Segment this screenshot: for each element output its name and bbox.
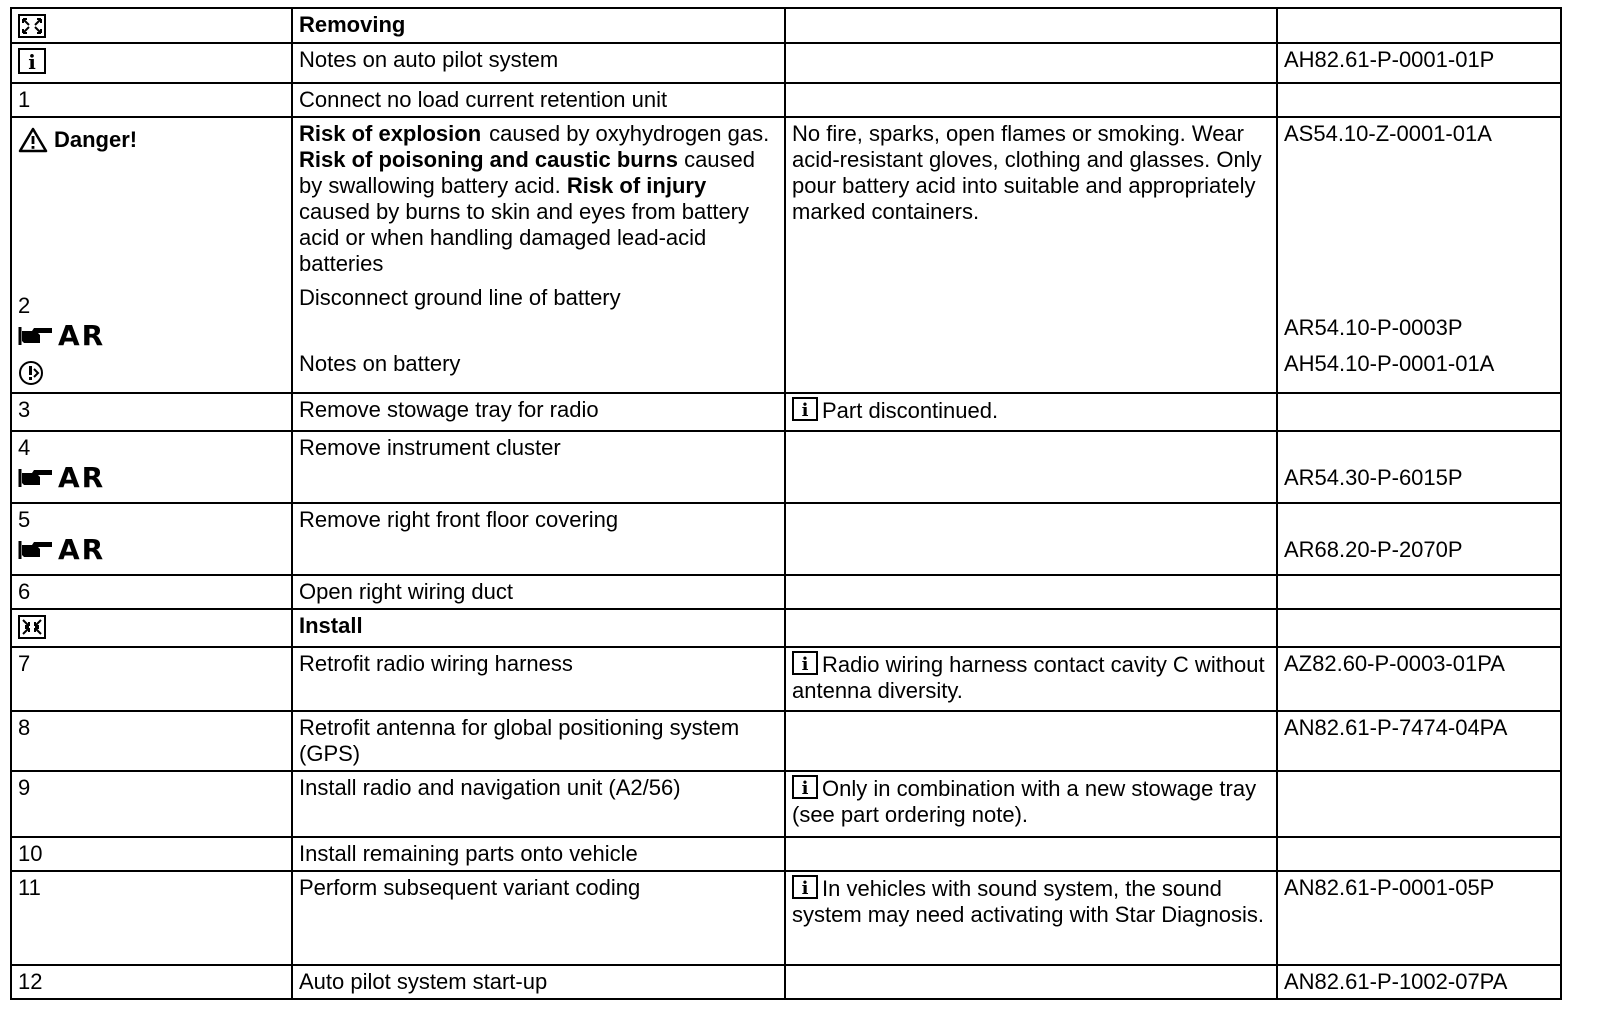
reference-link[interactable]: AN82.61-P-7474-04PA [1277, 711, 1561, 771]
risk-description: Risk of explosion caused by oxyhydrogen gas. Risk of poisoning and caustic burns caused by swallowing battery acid. Risk of injury caused by burns to skin and eyes from battery acid or when handling damaged lead-acid batteries [299, 121, 770, 276]
reference-link[interactable]: AZ82.60-P-0003-01PA [1277, 647, 1561, 711]
reference-link[interactable]: AR54.10-P-0003P [1284, 315, 1463, 340]
table-row: 12 Auto pilot system start-up AN82.61-P-1002-07PA [11, 965, 1561, 999]
table-row: 5 AR Remove right front floor covering AR68.20-P-2070P [11, 503, 1561, 575]
table-row [11, 8, 1561, 43]
info-icon [792, 651, 818, 675]
removing-symbol-icon [18, 14, 46, 38]
svg-text:i: i [801, 778, 809, 799]
table-row: 9 Install radio and navigation unit (A2/56) i Only in combination with a new stowage tray (see part ordering note). [11, 771, 1561, 837]
ar-link[interactable]: AR [18, 533, 285, 567]
reference-link[interactable]: AH54.10-P-0001-01A [1284, 351, 1495, 376]
info-icon [792, 775, 818, 799]
note-circle-icon [18, 360, 44, 386]
ar-link[interactable]: AR [18, 319, 285, 353]
section-title-install: Install [292, 609, 785, 647]
reference-link[interactable]: AR54.30-P-6015P [1284, 465, 1463, 490]
table-row: i Notes on auto pilot system AH82.61-P-0001-01P [11, 43, 1561, 83]
svg-text:i: i [801, 654, 809, 675]
ar-link[interactable]: AR [18, 461, 285, 495]
table-row: 1 Connect no load current retention unit [11, 83, 1561, 117]
table-row [11, 609, 1561, 647]
table-row: 6 Open right wiring duct [11, 575, 1561, 609]
svg-text:i: i [801, 878, 809, 899]
reference-link[interactable]: AN82.61-P-1002-07PA [1277, 965, 1561, 999]
table-row: 11 Perform subsequent variant coding i In vehicles with sound system, the sound system may need activating with Star Diagnosis. AN82.61-P-0001-05P [11, 871, 1561, 965]
warning-triangle-icon [18, 127, 48, 153]
pointing-hand-icon [18, 323, 56, 349]
safety-measures: No fire, sparks, open flames or smoking. Wear acid-resistant gloves, clothing and glasses. Only pour battery acid into suitable and appropriately marked containers. [785, 117, 1277, 393]
svg-text:i: i [801, 400, 809, 421]
install-symbol-icon [18, 615, 46, 639]
reference-link[interactable]: AH82.61-P-0001-01P [1277, 43, 1561, 83]
table-row: 4 AR Remove instrument cluster AR54.30-P-6015P [11, 431, 1561, 503]
info-icon [792, 397, 818, 421]
table-row: 7 Retrofit radio wiring harness i Radio wiring harness contact cavity C without antenna diversity. AZ82.60-P-0003-01PA [11, 647, 1561, 711]
danger-label: Danger! [18, 127, 137, 153]
info-icon [18, 48, 46, 74]
reference-link[interactable]: AS54.10-Z-0001-01A [1284, 121, 1492, 146]
table-row: 10 Install remaining parts onto vehicle [11, 837, 1561, 871]
info-icon [792, 875, 818, 899]
reference-link[interactable]: AR68.20-P-2070P [1284, 537, 1463, 562]
table-row: 8 Retrofit antenna for global positioning system (GPS) AN82.61-P-7474-04PA [11, 711, 1561, 771]
svg-text:i: i [28, 50, 36, 75]
section-title-removing: Removing [292, 8, 785, 43]
pointing-hand-icon [18, 465, 56, 491]
table-row: 3 Remove stowage tray for radio i Part discontinued. [11, 393, 1561, 431]
procedure-table [10, 7, 1562, 1000]
reference-link[interactable]: AN82.61-P-0001-05P [1277, 871, 1561, 965]
table-row: Danger! 2 AR Risk of explosion caused by oxyhydrogen gas. Risk of poisoning and caustic burns caused by swallowing battery acid. Risk of injury caused by burns to skin and eyes from battery acid or when handling damaged lead-acid batteries Disconnect ground line of battery Notes on battery No fire, sparks, open flames or smoking. Wear acid-resistant gloves, clothing and glasses. Only pour battery acid into suitable and appropriately marked containers. AS54.10-Z-0001-01A AR54.10-P-0003P AH54.10-P-0001-01A [11, 117, 1561, 393]
pointing-hand-icon [18, 537, 56, 563]
